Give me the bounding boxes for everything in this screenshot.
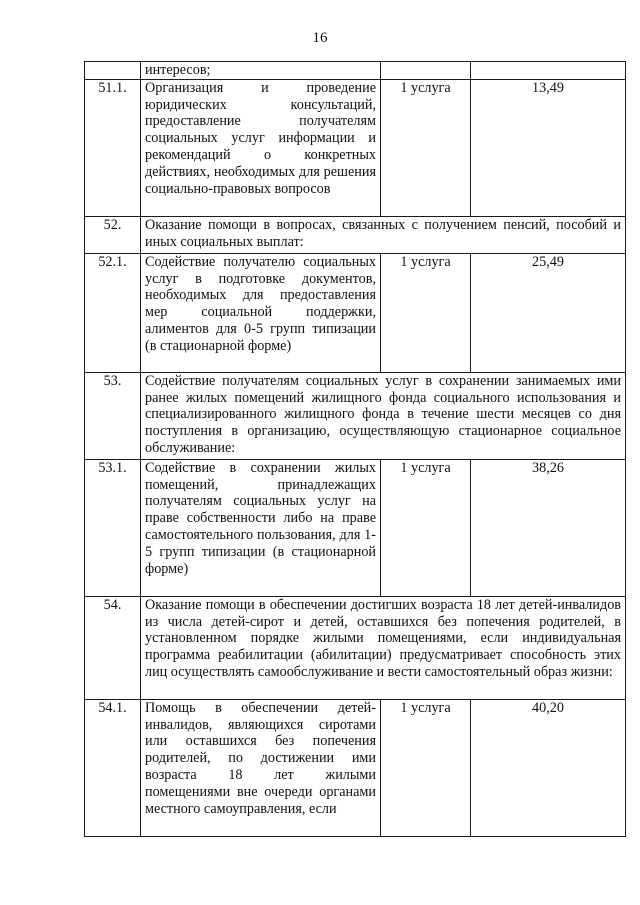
service-name: Содействие получателю социальных услуг в подготовке документов, необходимых для предоставления мер социальной поддержки, алиментов для 0-5 групп типизации (в стационарной форме) <box>141 253 381 372</box>
price-cell: 13,49 <box>471 79 626 216</box>
row-number: 51.1. <box>85 79 141 216</box>
section-heading: Оказание помощи в вопросах, связанных с получением пенсий, пособий и иных социальных выплат: <box>141 216 626 253</box>
service-name: Помощь в обеспечении детей-инвалидов, являющихся сиротами или оставшихся без попечения родителей, по достижении ими возраста 18 лет жилыми помещениями вне очереди органами местного самоуправления, если <box>141 699 381 836</box>
row-number <box>85 62 141 80</box>
row-number: 54.1. <box>85 699 141 836</box>
price-cell <box>471 62 626 80</box>
section-heading: Содействие получателям социальных услуг в сохранении занимаемых ими ранее жилых помещений жилищного фонда социального использования и специализированного жилищного фонда в течение шести месяцев со дня поступления в организацию, осуществляющую стационарное социальное обслуживание: <box>141 372 626 459</box>
table-row <box>85 216 626 253</box>
table-row <box>85 253 626 372</box>
row-number: 54. <box>85 596 141 699</box>
row-number: 53.1. <box>85 459 141 596</box>
price-cell: 25,49 <box>471 253 626 372</box>
table-row <box>85 372 626 459</box>
table-row <box>85 699 626 836</box>
service-name: Организация и проведение юридических консультаций, предоставление получателям социальных услуг информации и рекомендаций о конкретных действиях, необходимых для решения социально-правовых вопросов <box>141 79 381 216</box>
table-row <box>85 459 626 596</box>
service-name: Содействие в сохранении жилых помещений, принадлежащих получателям социальных услуг на праве собственности либо на праве самостоятельного пользования, для 1-5 групп типизации (в стационарной форме) <box>141 459 381 596</box>
row-number: 53. <box>85 372 141 459</box>
service-name: интересов; <box>141 62 381 80</box>
price-cell: 40,20 <box>471 699 626 836</box>
unit-cell: 1 услуга <box>381 79 471 216</box>
table-row <box>85 62 626 80</box>
page-number: 16 <box>312 30 328 46</box>
tariff-table <box>84 61 626 837</box>
row-number: 52.1. <box>85 253 141 372</box>
unit-cell: 1 услуга <box>381 459 471 596</box>
unit-cell: 1 услуга <box>381 699 471 836</box>
table-row <box>85 596 626 699</box>
row-number: 52. <box>85 216 141 253</box>
unit-cell: 1 услуга <box>381 253 471 372</box>
price-cell: 38,26 <box>471 459 626 596</box>
unit-cell <box>381 62 471 80</box>
table-row <box>85 79 626 216</box>
section-heading: Оказание помощи в обеспечении достигших возраста 18 лет детей-инвалидов из числа детей-сирот и детей, оставшихся без попечения родителей, в установленном порядке жилыми помещениями, если индивидуальная программа реабилитации (абилитации) предусматривает способность этих лиц осуществлять самообслуживание и вести самостоятельный образ жизни: <box>141 596 626 699</box>
